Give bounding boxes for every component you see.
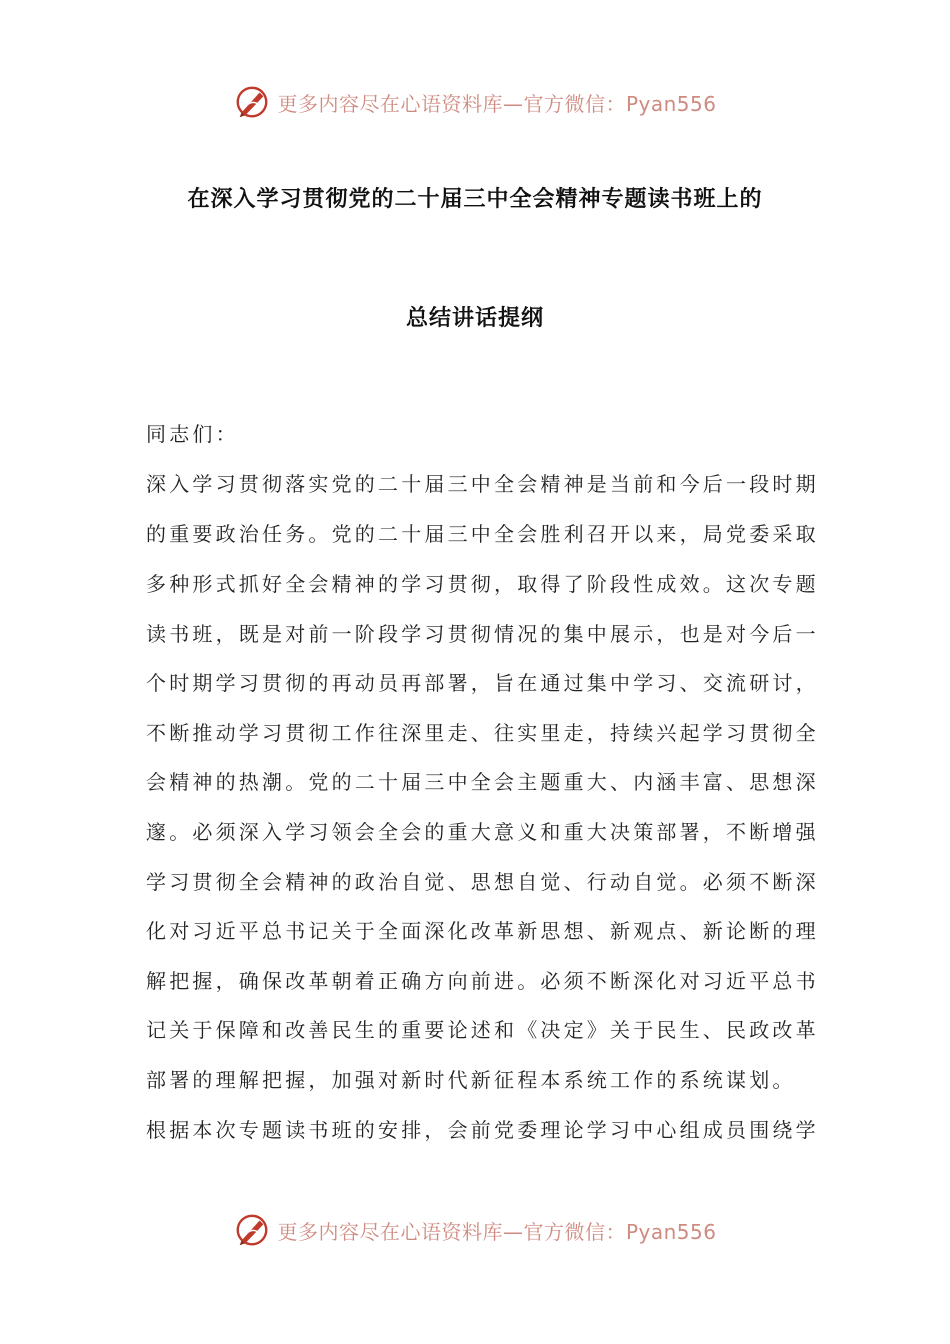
paragraph-line: 根据本次专题读书班的安排，会前党委理论学习中心组成员围绕学: [146, 1118, 819, 1142]
paragraph-line: 会精神的热潮。党的二十届三中全会主题重大、内涵丰富、思想深: [146, 770, 819, 794]
banner-text: 更多内容尽在心语资料库—官方微信：Pyan556: [277, 91, 717, 116]
document-title-line-2: 总结讲话提纲: [405, 306, 544, 331]
paragraph-line: 邃。必须深入学习领会全会的重大意义和重大决策部署，不断增强: [146, 820, 819, 844]
paragraph-line: 记关于保障和改善民生的重要论述和《决定》关于民生、民政改革: [146, 1018, 819, 1042]
banner-text: 更多内容尽在心语资料库—官方微信：Pyan556: [277, 1219, 717, 1244]
paragraph-line: 不断推动学习贯彻工作往深里走、往实里走，持续兴起学习贯彻全: [146, 721, 819, 745]
header-banner: [0, 80, 950, 124]
document-title-line-1: 在深入学习贯彻党的二十届三中全会精神专题读书班上的: [187, 187, 763, 212]
paragraph-line: 深入学习贯彻落实党的二十届三中全会精神是当前和今后一段时期: [146, 472, 819, 496]
pen-logo-icon: [233, 83, 271, 121]
footer-banner: [0, 1208, 950, 1252]
paragraph-line: 个时期学习贯彻的再动员再部署，旨在通过集中学习、交流研讨，: [146, 671, 819, 695]
paragraph-line: 部署的理解把握，加强对新时代新征程本系统工作的系统谋划。: [146, 1068, 796, 1092]
paragraph-line: 多种形式抓好全会精神的学习贯彻，取得了阶段性成效。这次专题: [146, 572, 819, 596]
pen-logo-icon: [233, 1211, 271, 1249]
paragraph-line: 解把握，确保改革朝着正确方向前进。必须不断深化对习近平总书: [146, 969, 819, 993]
paragraph-line: 读书班，既是对前一阶段学习贯彻情况的集中展示，也是对今后一: [146, 622, 819, 646]
paragraph-line: 学习贯彻全会精神的政治自觉、思想自觉、行动自觉。必须不断深: [146, 870, 819, 894]
salutation: 同志们：: [146, 422, 239, 446]
paragraph-line: 化对习近平总书记关于全面深化改革新思想、新观点、新论断的理: [146, 919, 819, 943]
paragraph-line: 的重要政治任务。党的二十届三中全会胜利召开以来，局党委采取: [146, 522, 819, 546]
